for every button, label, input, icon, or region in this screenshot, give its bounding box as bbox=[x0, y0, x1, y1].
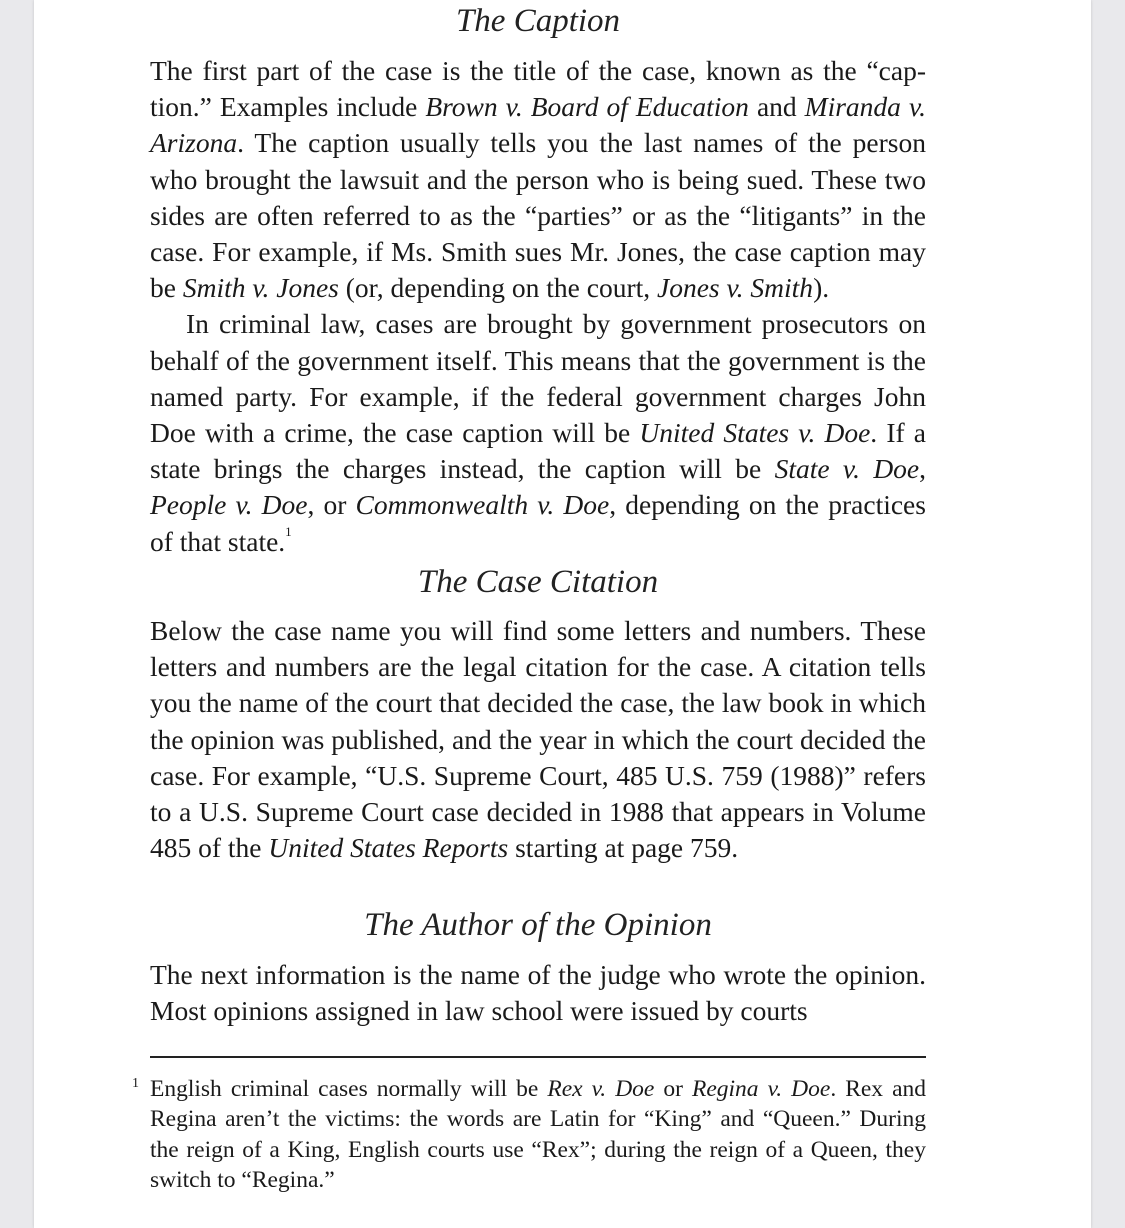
text-run: or bbox=[654, 1076, 692, 1102]
text-run: and bbox=[748, 91, 805, 123]
text-run: . Rex and Regina aren’t the victims: the words are Latin for “King” and “Queen.” During the reign of a King, English courts use “Rex”; during the reign of a Queen, they switch to “Regina.” bbox=[150, 1076, 927, 1193]
text-run: The first part of the case is the title of the case, known as the “caption.” Examples include bbox=[150, 55, 926, 123]
section-heading: The Caption bbox=[455, 3, 621, 39]
paragraph bbox=[150, 306, 926, 559]
text-run: Below the case name you will find some letters and numbers. These letters and numbers are the legal citation for the case. A citation tells you the name of the court that decided the case, the law book in which the opinion was published, and the year in which the court decided the case. For example, “U.S. Supreme Court, 485 U.S. 759 (1988)” refers to a U.S. Supreme Court case decided in 1988 that appears in Volume 485 of the bbox=[150, 615, 926, 864]
footnote-divider bbox=[150, 1056, 926, 1058]
text-run: , depending on the practices of that state. bbox=[150, 489, 926, 557]
section-author-of-opinion-body bbox=[150, 957, 926, 1029]
paragraph bbox=[150, 53, 926, 306]
footnote-number: 1 bbox=[132, 1076, 139, 1091]
section-caption bbox=[150, 1, 926, 41]
section-heading: The Author of the Opinion bbox=[364, 907, 712, 943]
document-page bbox=[34, 0, 1091, 1228]
text-run: English criminal cases normally will be bbox=[150, 1076, 548, 1102]
section-case-citation-body bbox=[150, 613, 926, 866]
case-name: United States Reports bbox=[268, 832, 509, 864]
section-caption-body bbox=[150, 53, 926, 560]
case-name: Brown v. Board of Education bbox=[425, 91, 749, 123]
case-name: United States v. Doe bbox=[639, 417, 871, 449]
footnote-reference: 1 bbox=[285, 524, 292, 540]
text-run: In criminal law, cases are brought by government prosecutors on behalf of the government itself. This means that the government is the named party. For example, if the federal government charges John Doe with a crime, the case caption will be bbox=[150, 308, 926, 449]
case-name: Rex v. Doe bbox=[547, 1076, 655, 1102]
text-run: ). bbox=[813, 272, 830, 304]
text-run: starting at page 759. bbox=[508, 832, 739, 864]
text-run: (or, depending on the court, bbox=[338, 272, 658, 304]
case-name: Miranda v. Arizona bbox=[150, 91, 926, 159]
paragraph bbox=[150, 613, 926, 866]
footnote-text bbox=[150, 1074, 926, 1195]
section-case-citation bbox=[150, 562, 926, 602]
text-run: . If a state brings the charges instead, the caption will be bbox=[150, 417, 927, 485]
case-name: Jones v. Smith bbox=[657, 272, 814, 304]
text-run: . The caption usually tells you the last names of the person who brought the lawsuit and the person who is being sued. These two sides are often referred to as the “parties” or as the “litigants” in the case. For example, if Ms. Smith sues Mr. Jones, the case caption may be bbox=[150, 127, 926, 304]
section-heading: The Case Citation bbox=[417, 564, 659, 600]
case-name: People v. Doe bbox=[150, 489, 308, 521]
footnote bbox=[132, 1074, 927, 1195]
case-name: Regina v. Doe bbox=[691, 1076, 831, 1102]
text-run: , or bbox=[307, 489, 356, 521]
text-run: , bbox=[919, 453, 927, 485]
section-author-of-opinion bbox=[150, 905, 926, 945]
case-name: State v. Doe bbox=[774, 453, 920, 485]
case-name: Smith v. Jones bbox=[182, 272, 339, 304]
paragraph bbox=[150, 957, 926, 1029]
case-name: Commonwealth v. Doe bbox=[355, 489, 610, 521]
text-run: The next information is the name of the judge who wrote the opinion. Most opinions assigned in law school were issued by courts bbox=[150, 959, 926, 1027]
